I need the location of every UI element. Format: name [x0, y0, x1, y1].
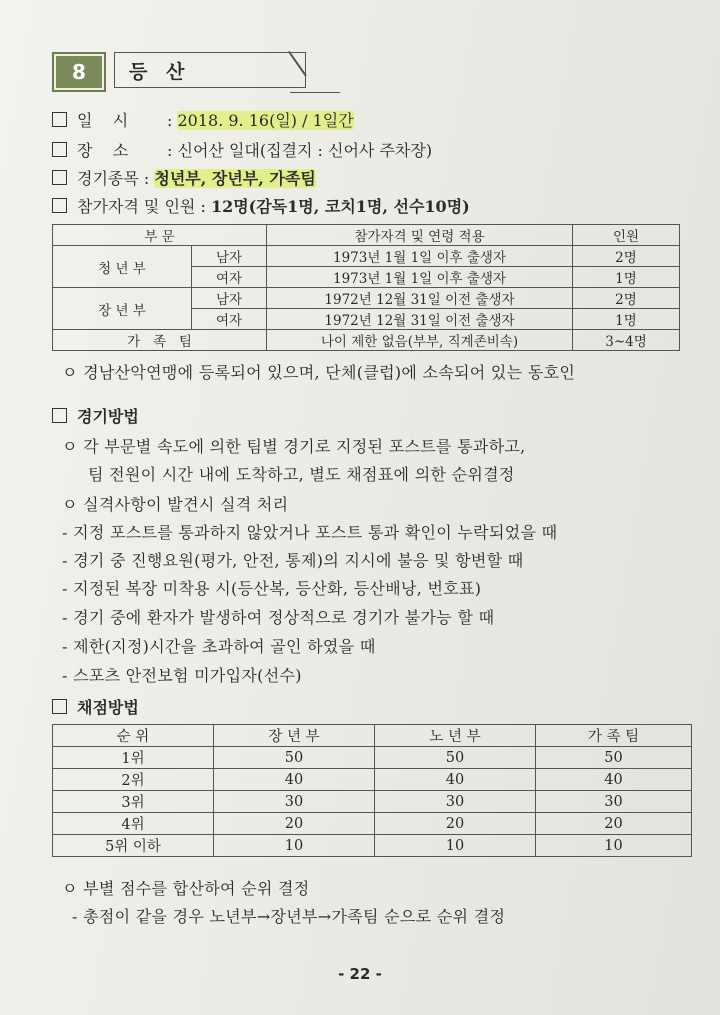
count-cell: 1명: [573, 309, 680, 330]
disqualification-item: - 지정 포스트를 통과하지 않았거나 포스트 통과 확인이 누락되었을 때: [62, 523, 558, 542]
header-cell: 순 위: [53, 725, 214, 747]
rank-cell: 4위: [53, 813, 214, 835]
method-line-2: 팀 전원이 시간 내에 도착하고, 별도 채점표에 의한 순위결정: [88, 465, 515, 484]
checkbox-square-icon: [52, 170, 67, 185]
eligibility-label: 참가자격 및 인원: [77, 197, 196, 216]
place-label: 장 소: [77, 141, 129, 160]
page-number: - 22 -: [338, 965, 382, 983]
scoring-heading: [52, 695, 139, 718]
disqualification-item: - 스포츠 안전보험 미가입자(선수): [62, 666, 302, 685]
group-cell: 가 족 팀: [53, 330, 267, 351]
scoring-title: 채점방법: [77, 698, 139, 717]
header-cell: 장 년 부: [214, 725, 375, 747]
section-title: 등 산: [114, 52, 306, 88]
score-cell: 50: [214, 747, 375, 769]
eligibility-table: [52, 224, 680, 351]
count-cell: 1명: [573, 267, 680, 288]
header-cell: 부 문: [53, 225, 267, 246]
category-label: 경기종목: [77, 169, 139, 188]
scoring-table: [52, 724, 692, 857]
count-cell: 3~4명: [573, 330, 680, 351]
criteria-cell: 1973년 1월 1일 이후 출생자: [267, 246, 573, 267]
date-line: 일 시 : 2018. 9. 16(일) / 1일간: [52, 108, 354, 131]
table-row: [53, 747, 692, 769]
score-cell: 10: [214, 835, 375, 857]
score-cell: 40: [536, 769, 692, 791]
disqualification-item: - 제한(지정)시간을 초과하여 골인 하였을 때: [62, 637, 376, 656]
criteria-cell: 나이 제한 없음(부부, 직계존비속): [267, 330, 573, 351]
header-cell: 가 족 팀: [536, 725, 692, 747]
scoring-note-1: ㅇ 부별 점수를 합산하여 순위 결정: [62, 879, 310, 898]
table-row: [53, 769, 692, 791]
group-cell: 청 년 부: [53, 246, 192, 288]
date-value: 2018. 9. 16(일) / 1일간: [177, 111, 354, 130]
gender-cell: 남자: [192, 246, 267, 267]
eligibility-line: 참가자격 및 인원 : 12명(감독1명, 코치1명, 선수10명): [52, 194, 470, 217]
method-title: 경기방법: [77, 407, 139, 426]
gender-cell: 여자: [192, 267, 267, 288]
criteria-cell: 1973년 1월 1일 이후 출생자: [267, 267, 573, 288]
section-number: 8: [54, 54, 104, 90]
category-line: 경기종목 : 청년부, 장년부, 가족팀: [52, 166, 316, 189]
gender-cell: 여자: [192, 309, 267, 330]
table-row: [53, 330, 680, 351]
score-cell: 10: [536, 835, 692, 857]
score-cell: 10: [375, 835, 536, 857]
header-cell: 노 년 부: [375, 725, 536, 747]
criteria-cell: 1972년 12월 31일 이전 출생자: [267, 288, 573, 309]
checkbox-square-icon: [52, 112, 67, 127]
table-row: [53, 791, 692, 813]
score-cell: 40: [375, 769, 536, 791]
place-line: 장 소 : 신어산 일대(집결지 : 신어사 주차장): [52, 138, 432, 161]
score-cell: 40: [214, 769, 375, 791]
method-line-1: ㅇ 각 부문별 속도에 의한 팀별 경기로 지정된 포스트를 통과하고,: [62, 437, 526, 456]
method-heading: [52, 404, 139, 427]
score-cell: 50: [375, 747, 536, 769]
eligibility-note: ㅇ 경남산악연맹에 등록되어 있으며, 단체(클럽)에 소속되어 있는 동호인: [62, 363, 576, 382]
group-cell: 장 년 부: [53, 288, 192, 330]
score-cell: 20: [375, 813, 536, 835]
gender-cell: 남자: [192, 288, 267, 309]
score-cell: 20: [536, 813, 692, 835]
title-fold-decoration: [290, 68, 340, 93]
count-cell: 2명: [573, 288, 680, 309]
score-cell: 50: [536, 747, 692, 769]
table-row: [53, 835, 692, 857]
score-cell: 30: [536, 791, 692, 813]
table-row: [53, 813, 692, 835]
criteria-cell: 1972년 12월 31일 이전 출생자: [267, 309, 573, 330]
rank-cell: 3위: [53, 791, 214, 813]
rank-cell: 5위 이하: [53, 835, 214, 857]
score-cell: 30: [375, 791, 536, 813]
table-row: [53, 288, 680, 309]
header-cell: 인원: [573, 225, 680, 246]
count-cell: 2명: [573, 246, 680, 267]
scoring-note-2: - 총점이 같을 경우 노년부→장년부→가족팀 순으로 순위 결정: [72, 907, 506, 926]
section-header: [50, 48, 300, 94]
checkbox-square-icon: [52, 408, 67, 423]
header-cell: 참가자격 및 연령 적용: [267, 225, 573, 246]
eligibility-value: 12명(감독1명, 코치1명, 선수10명): [210, 197, 470, 216]
score-cell: 30: [214, 791, 375, 813]
table-row: [53, 246, 680, 267]
rank-cell: 1위: [53, 747, 214, 769]
score-cell: 20: [214, 813, 375, 835]
disqualification-item: - 경기 중 진행요원(평가, 안전, 통제)의 지시에 불응 및 항변할 때: [62, 551, 524, 570]
rank-cell: 2위: [53, 769, 214, 791]
disqualification-item: - 지정된 복장 미착용 시(등산복, 등산화, 등산배낭, 번호표): [62, 579, 482, 598]
category-value: 청년부, 장년부, 가족팀: [154, 169, 316, 188]
checkbox-square-icon: [52, 198, 67, 213]
method-line-3: ㅇ 실격사항이 발견시 실격 처리: [62, 495, 289, 514]
disqualification-item: - 경기 중에 환자가 발생하여 정상적으로 경기가 불가능 할 때: [62, 608, 495, 627]
table-header-row: [53, 225, 680, 246]
place-value: 신어산 일대(집결지 : 신어사 주차장): [177, 141, 433, 160]
date-label: 일 시: [77, 111, 129, 130]
checkbox-square-icon: [52, 699, 67, 714]
checkbox-square-icon: [52, 142, 67, 157]
table-header-row: [53, 725, 692, 747]
